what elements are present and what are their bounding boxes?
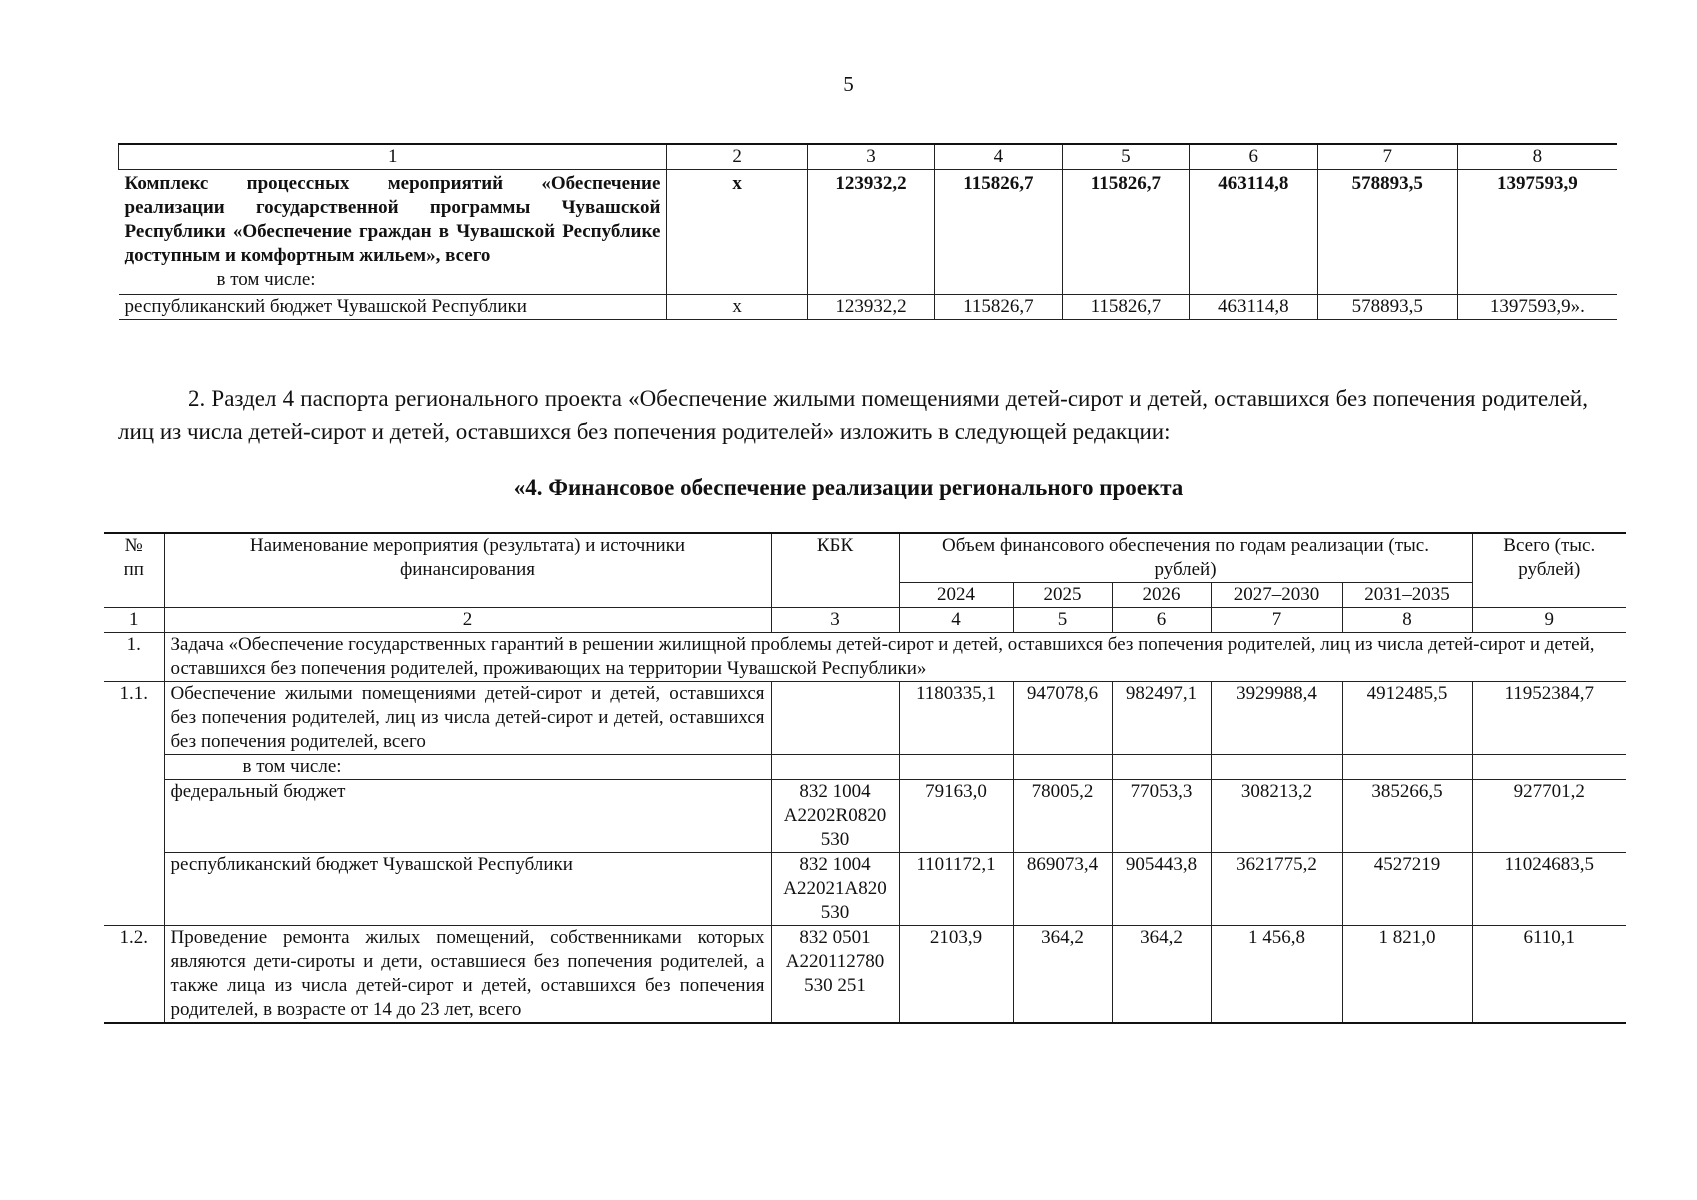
value-cell: 905443,8: [1112, 853, 1211, 926]
empty-cell: [1112, 755, 1211, 780]
empty-cell: [771, 755, 899, 780]
value-cell: 1180335,1: [899, 682, 1013, 755]
funding-table-continuation: [118, 143, 1617, 320]
value-cell: 364,2: [1112, 926, 1211, 1024]
value-cell: 79163,0: [899, 780, 1013, 853]
value-cell: 308213,2: [1211, 780, 1342, 853]
complex-measures-row: [119, 170, 1618, 295]
value-cell: 1 821,0: [1342, 926, 1472, 1024]
header-year: 2027–2030: [1211, 583, 1342, 608]
value-cell: 4527219: [1342, 853, 1472, 926]
source-name: федеральный бюджет: [164, 780, 771, 853]
col-number: 1: [104, 608, 164, 633]
header-total: Всего (тыс. рублей): [1472, 533, 1626, 608]
col-number: 5: [1062, 144, 1189, 170]
value-cell: 115826,7: [1062, 295, 1189, 320]
page-number: 5: [843, 72, 854, 96]
financial-support-table: [104, 532, 1626, 1024]
item-row: [104, 926, 1626, 1024]
kbk-cell: x: [667, 170, 807, 295]
row-title-cell: республиканский бюджет Чувашской Республики: [119, 295, 667, 320]
value-cell: 115826,7: [1062, 170, 1189, 295]
task-number: 1.: [104, 633, 164, 682]
value-cell: 1 456,8: [1211, 926, 1342, 1024]
value-cell: 4912485,5: [1342, 682, 1472, 755]
value-cell: 927701,2: [1472, 780, 1626, 853]
col-number: 1: [119, 144, 667, 170]
col-number: 4: [935, 144, 1062, 170]
col-number: 6: [1112, 608, 1211, 633]
col-number: 5: [1013, 608, 1112, 633]
including-label: в том числе:: [216, 269, 316, 290]
source-row: [104, 853, 1626, 926]
task-text: Задача «Обеспечение государственных гарантий в решении жилищной проблемы детей-сирот и детей, оставшихся без попечения родителей, лиц из числа детей-сирот и детей, оставшихся без попечения родителей, проживающих на территории Чувашской Республики»: [164, 633, 1626, 682]
item-name: Обеспечение жилыми помещениями детей-сирот и детей, оставшихся без попечения родителей, лиц из числа детей-сирот и детей, оставшихся без попечения родителей, всего: [164, 682, 771, 755]
col-number: 7: [1317, 144, 1457, 170]
value-cell: 2103,9: [899, 926, 1013, 1024]
header-year: 2031–2035: [1342, 583, 1472, 608]
value-cell: 123932,2: [807, 295, 934, 320]
value-cell: 6110,1: [1472, 926, 1626, 1024]
complex-title: Комплекс процессных мероприятий «Обеспечение реализации государственной программы Чувашской Республики «Обеспечение граждан в Чувашской Республике доступным и комфортным жильем», всего: [124, 173, 661, 266]
value-cell: 463114,8: [1190, 170, 1317, 295]
republic-budget-row: [119, 295, 1618, 320]
value-cell: 3929988,4: [1211, 682, 1342, 755]
empty-cell: [899, 755, 1013, 780]
source-row: [104, 780, 1626, 853]
value-cell: 385266,5: [1342, 780, 1472, 853]
empty-cell: [1472, 755, 1626, 780]
col-number: 3: [807, 144, 934, 170]
item-name: Проведение ремонта жилых помещений, собственниками которых являются дети-сироты и дети, оставшиеся без попечения родителей, а также лица из числа детей-сирот и детей, оставшихся без попечения родителей, в возрасте от 14 до 23 лет, всего: [164, 926, 771, 1024]
value-cell: 463114,8: [1190, 295, 1317, 320]
value-cell: 11024683,5: [1472, 853, 1626, 926]
col-number: 3: [771, 608, 899, 633]
amendment-paragraph: 2. Раздел 4 паспорта регионального проекта «Обеспечение жилыми помещениями детей-сирот и детей, оставшихся без попечения родителей, лиц из числа детей-сирот и детей, оставшихся без попечения родителей» изложить в следующей редакции:: [118, 386, 1588, 444]
col-number: 9: [1472, 608, 1626, 633]
including-row: [104, 755, 1626, 780]
kbk-cell: 832 0501 A220112780 530 251: [771, 926, 899, 1024]
row-title-cell: [119, 170, 667, 295]
item-number: 1.2.: [104, 926, 164, 1024]
col-number: 6: [1190, 144, 1317, 170]
empty-cell: [1211, 755, 1342, 780]
col-number: 7: [1211, 608, 1342, 633]
value-cell: 578893,5: [1317, 170, 1457, 295]
column-number-row: [104, 608, 1626, 633]
item-number: 1.1.: [104, 682, 164, 926]
header-year: 2024: [899, 583, 1013, 608]
source-name: республиканский бюджет Чувашской Республики: [164, 853, 771, 926]
header-row: [104, 533, 1626, 583]
value-cell: 578893,5: [1317, 295, 1457, 320]
header-name: Наименование мероприятия (результата) и источники финансирования: [164, 533, 771, 608]
value-cell: 1101172,1: [899, 853, 1013, 926]
header-volume: Объем финансового обеспечения по годам реализации (тыс. рублей): [899, 533, 1472, 583]
item-row: [104, 682, 1626, 755]
value-cell: 115826,7: [935, 295, 1062, 320]
header-year: 2026: [1112, 583, 1211, 608]
value-cell: 982497,1: [1112, 682, 1211, 755]
value-cell: 78005,2: [1013, 780, 1112, 853]
header-num: № пп: [104, 533, 164, 608]
col-number: 2: [667, 144, 807, 170]
col-number: 2: [164, 608, 771, 633]
col-number: 8: [1342, 608, 1472, 633]
empty-cell: [1342, 755, 1472, 780]
value-cell: 77053,3: [1112, 780, 1211, 853]
col-number: 8: [1457, 144, 1617, 170]
kbk-cell: 832 1004 A22021A820 530: [771, 853, 899, 926]
kbk-cell: x: [667, 295, 807, 320]
column-number-row: [119, 144, 1618, 170]
kbk-cell: [771, 682, 899, 755]
header-kbk: КБК: [771, 533, 899, 608]
value-cell: 947078,6: [1013, 682, 1112, 755]
value-cell: 3621775,2: [1211, 853, 1342, 926]
value-cell: 364,2: [1013, 926, 1112, 1024]
value-cell: 869073,4: [1013, 853, 1112, 926]
section-heading: «4. Финансовое обеспечение реализации регионального проекта: [513, 475, 1184, 500]
task-row: [104, 633, 1626, 682]
value-cell: 11952384,7: [1472, 682, 1626, 755]
value-cell: 1397593,9: [1457, 170, 1617, 295]
header-year: 2025: [1013, 583, 1112, 608]
col-number: 4: [899, 608, 1013, 633]
value-cell: 123932,2: [807, 170, 934, 295]
value-cell: 115826,7: [935, 170, 1062, 295]
kbk-cell: 832 1004 A2202R0820 530: [771, 780, 899, 853]
value-cell: 1397593,9».: [1457, 295, 1617, 320]
empty-cell: [1013, 755, 1112, 780]
including-label: в том числе:: [164, 755, 771, 780]
